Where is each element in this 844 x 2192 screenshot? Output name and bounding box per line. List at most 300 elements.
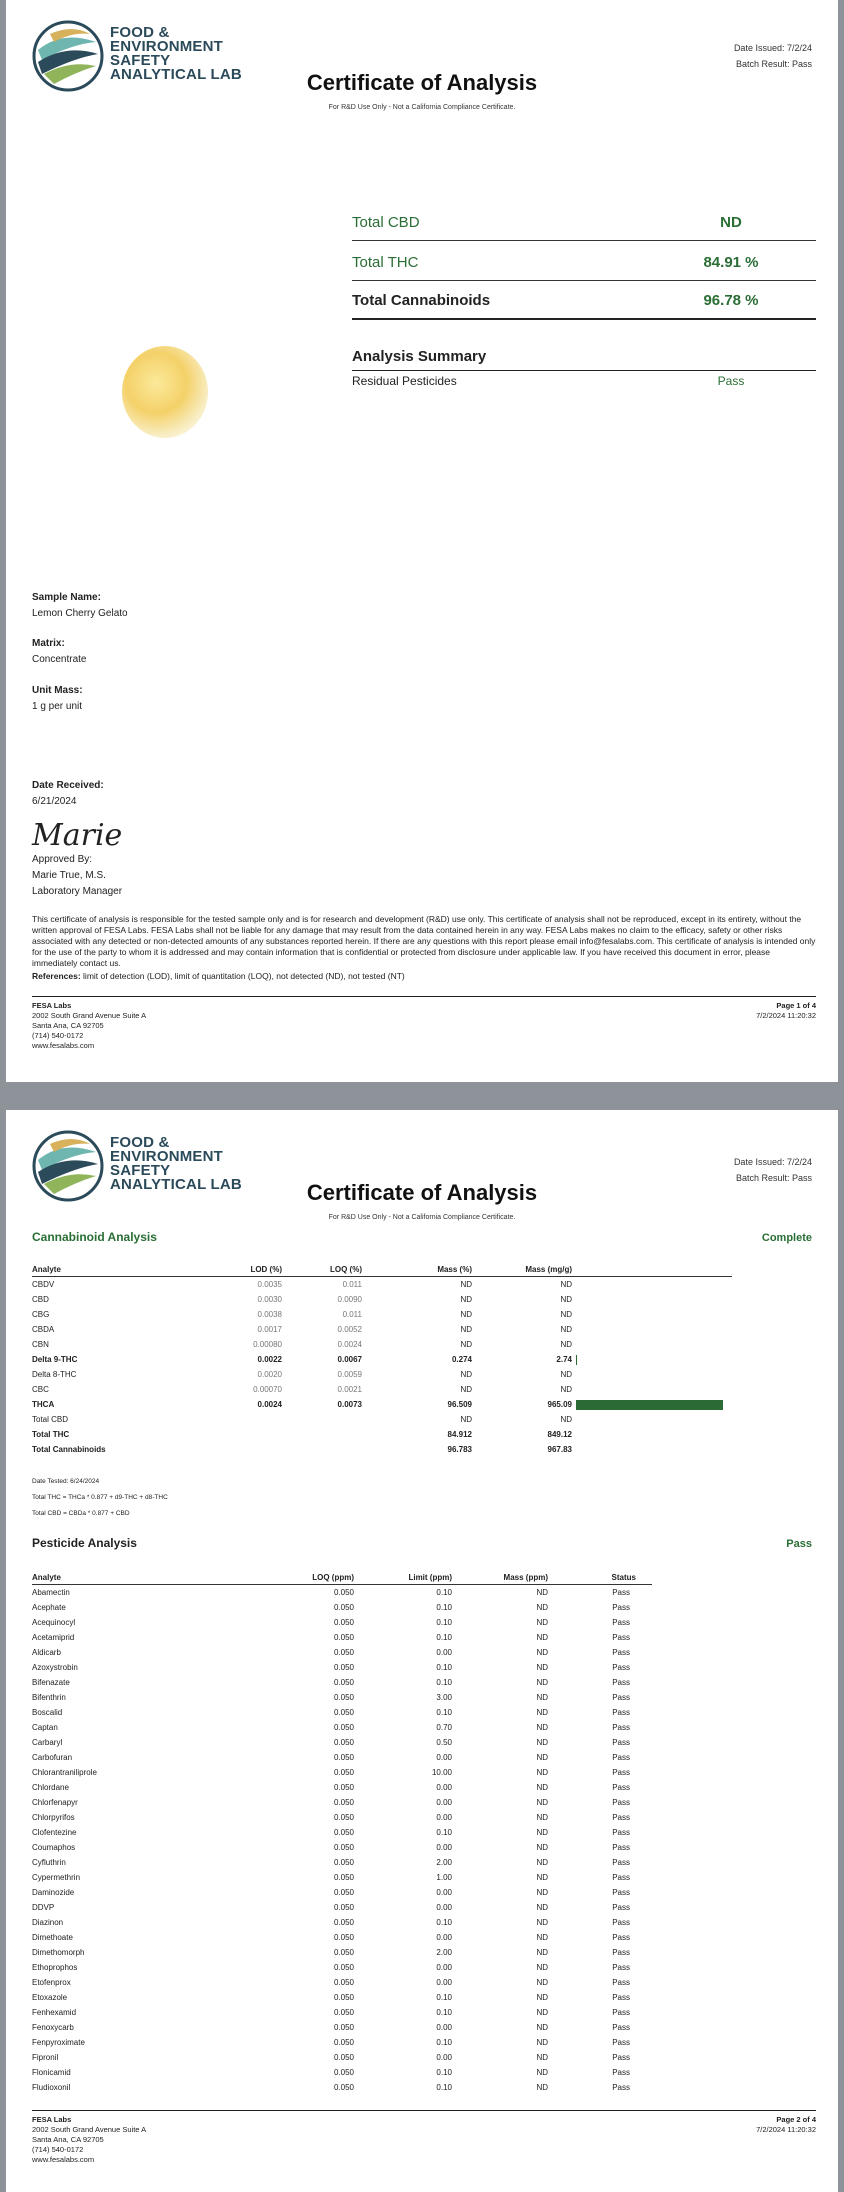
table-header-row — [32, 1262, 732, 1277]
table-row — [32, 1915, 652, 1930]
logo-line: ENVIRONMENT — [110, 1148, 224, 1165]
cell-mass: ND — [536, 1978, 548, 1987]
cell-lod: 0.0020 — [257, 1370, 282, 1379]
cell-loq: 0.050 — [333, 1918, 354, 1927]
cell-status: Pass — [612, 1693, 630, 1702]
summary-value: 84.91 % — [703, 254, 759, 271]
table-row — [32, 1412, 732, 1427]
cell-status: Pass — [612, 2083, 630, 2092]
column-header: Analyte — [32, 1570, 212, 1585]
cell-lod: 0.0038 — [257, 1310, 282, 1319]
cell-analyte: Chlorpyrifos — [32, 1813, 75, 1822]
cell-limit: 0.50 — [436, 1738, 452, 1747]
cell-mass: ND — [536, 1843, 548, 1852]
summary-label: Total Cannabinoids — [352, 292, 491, 309]
cell-a: THCA — [32, 1400, 55, 1409]
cell-limit: 0.00 — [436, 1963, 452, 1972]
cell-lod: 0.0024 — [257, 1400, 282, 1409]
cell-loq: 0.0073 — [337, 1400, 362, 1409]
cell-pct: ND — [460, 1415, 472, 1424]
column-header: Status — [548, 1570, 652, 1585]
table-row — [32, 1855, 652, 1870]
cell-status: Pass — [612, 2023, 630, 2032]
pesticide-table — [32, 1570, 652, 2095]
cell-status: Pass — [612, 1663, 630, 1672]
approver-name: Marie True, M.S. — [32, 870, 106, 881]
table-row — [32, 1720, 652, 1735]
cell-status: Pass — [612, 1948, 630, 1957]
cell-pct: 84.912 — [447, 1430, 472, 1439]
field-value: Concentrate — [32, 654, 87, 665]
cell-analyte: Abamectin — [32, 1588, 70, 1597]
cell-mass: ND — [536, 1708, 548, 1717]
cell-mass: ND — [536, 1783, 548, 1792]
cell-a: CBN — [32, 1340, 49, 1349]
cell-limit: 0.00 — [436, 1888, 452, 1897]
cell-limit: 0.10 — [436, 2038, 452, 2047]
divider — [352, 240, 816, 241]
cell-status: Pass — [612, 1933, 630, 1942]
cell-limit: 2.00 — [436, 1948, 452, 1957]
cell-limit: 0.10 — [436, 1603, 452, 1612]
references — [32, 971, 816, 982]
cell-a: Delta 9-THC — [32, 1355, 78, 1364]
cannabinoid-section-title: Cannabinoid Analysis — [32, 1230, 157, 1244]
page-number: Page 2 of 4 — [776, 2115, 816, 2124]
cell-mass: ND — [536, 1663, 548, 1672]
cell-mg: ND — [560, 1280, 572, 1289]
table-row — [32, 1645, 652, 1660]
date-tested-note: Date Tested: 6/24/2024 — [32, 1478, 100, 1485]
cannabinoid-table — [32, 1262, 732, 1457]
table-row — [32, 1900, 652, 1915]
document-subtitle: For R&D Use Only - Not a California Compliance Certificate. — [328, 1214, 516, 1221]
cell-loq: 0.0021 — [337, 1385, 362, 1394]
table-row — [32, 1600, 652, 1615]
table-row — [32, 1810, 652, 1825]
cell-limit: 0.00 — [436, 1843, 452, 1852]
approved-by-label: Approved By: — [32, 854, 93, 865]
cell-limit: 0.70 — [436, 1723, 452, 1732]
column-header: Mass (mg/g) — [472, 1262, 572, 1277]
cell-status: Pass — [612, 1618, 630, 1627]
cell-analyte: Aldicarb — [32, 1648, 61, 1657]
cell-limit: 0.10 — [436, 2068, 452, 2077]
cell-analyte: Acetamiprid — [32, 1633, 75, 1642]
summary-row-total-cbd — [352, 214, 816, 231]
date-received-field — [32, 778, 104, 810]
analysis-label: Residual Pesticides — [352, 374, 457, 388]
cell-loq: 0.050 — [333, 1618, 354, 1627]
cell-status: Pass — [612, 1633, 630, 1642]
field-value: Lemon Cherry Gelato — [32, 608, 128, 619]
issue-info — [734, 40, 812, 72]
table-row — [32, 1660, 652, 1675]
cell-analyte: Acequinocyl — [32, 1618, 76, 1627]
table-row — [32, 1795, 652, 1810]
cell-a: CBC — [32, 1385, 49, 1394]
cell-limit: 1.00 — [436, 1873, 452, 1882]
cell-analyte: Daminozide — [32, 1888, 75, 1897]
cell-loq: 0.050 — [333, 1858, 354, 1867]
cell-loq: 0.050 — [333, 1588, 354, 1597]
cell-lod: 0.00080 — [253, 1340, 282, 1349]
table-row — [32, 1885, 652, 1900]
cell-analyte: Cypermethrin — [32, 1873, 81, 1882]
cell-mass: ND — [536, 1858, 548, 1867]
cell-mass: ND — [536, 2053, 548, 2062]
cell-a: CBG — [32, 1310, 50, 1319]
cell-analyte: Dimethomorph — [32, 1948, 85, 1957]
cell-analyte: Boscalid — [32, 1708, 63, 1717]
cell-loq: 0.050 — [333, 2023, 354, 2032]
cell-status: Pass — [612, 1963, 630, 1972]
cell-limit: 0.10 — [436, 1828, 452, 1837]
cell-pct: ND — [460, 1295, 472, 1304]
cell-mass: ND — [536, 1963, 548, 1972]
cell-lod — [182, 1442, 282, 1457]
analysis-value: Pass — [717, 374, 745, 388]
cell-analyte: Clofentezine — [32, 1828, 77, 1837]
document-title: Certificate of Analysis — [306, 1180, 538, 1205]
cell-loq: 0.0024 — [337, 1340, 362, 1349]
table-row — [32, 1975, 652, 1990]
cell-loq: 0.050 — [333, 1828, 354, 1837]
cell-a: Total CBD — [32, 1415, 69, 1424]
column-header: LOQ (%) — [282, 1262, 362, 1277]
cell-mg: ND — [560, 1370, 572, 1379]
cell-mg: ND — [560, 1295, 572, 1304]
cell-a: Total THC — [32, 1430, 70, 1439]
cell-status: Pass — [612, 1708, 630, 1717]
cell-status: Pass — [612, 2038, 630, 2047]
cell-mass: ND — [536, 1993, 548, 2002]
cell-loq: 0.011 — [342, 1280, 362, 1289]
cell-bar — [572, 1292, 732, 1307]
column-header: Analyte — [32, 1262, 182, 1277]
document-title: Certificate of Analysis — [306, 70, 538, 95]
cell-mg: 849.12 — [547, 1430, 572, 1439]
cell-loq: 0.050 — [333, 1603, 354, 1612]
cell-loq: 0.050 — [333, 1813, 354, 1822]
footer-timestamp: 7/2/2024 11:20:32 — [756, 2125, 816, 2134]
cell-mass: ND — [536, 1618, 548, 1627]
cell-mass: ND — [536, 1933, 548, 1942]
field-value: 6/21/2024 — [32, 796, 77, 807]
cell-loq — [282, 1427, 362, 1442]
cell-lod: 0.0030 — [257, 1295, 282, 1304]
cell-mg: 965.09 — [547, 1400, 572, 1409]
cell-analyte: Acephate — [32, 1603, 66, 1612]
cell-analyte: Etofenprox — [32, 1978, 71, 1987]
table-row — [32, 1945, 652, 1960]
cell-limit: 0.10 — [436, 1918, 452, 1927]
cell-loq: 0.050 — [333, 2083, 354, 2092]
table-row — [32, 1382, 732, 1397]
cell-status: Pass — [612, 2008, 630, 2017]
cell-lod: 0.0022 — [257, 1355, 282, 1364]
cell-bar — [572, 1322, 732, 1337]
cell-bar — [572, 1427, 732, 1442]
cell-a: Total Cannabinoids — [32, 1445, 106, 1454]
cell-mass: ND — [536, 1903, 548, 1912]
cell-limit: 3.00 — [436, 1693, 452, 1702]
cell-loq: 0.050 — [333, 1783, 354, 1792]
cell-loq: 0.050 — [333, 2053, 354, 2062]
table-row — [32, 1397, 732, 1412]
cell-bar — [572, 1352, 732, 1367]
summary-label: Total CBD — [352, 214, 420, 231]
summary-row-total-thc — [352, 254, 816, 271]
cell-status: Pass — [612, 1918, 630, 1927]
cell-a: CBDA — [32, 1325, 55, 1334]
cell-a: Delta 8-THC — [32, 1370, 77, 1379]
cell-analyte: Diazinon — [32, 1918, 64, 1927]
cell-mass: ND — [536, 1738, 548, 1747]
cell-loq: 0.050 — [333, 1693, 354, 1702]
cell-limit: 0.00 — [436, 1753, 452, 1762]
table-row — [32, 1840, 652, 1855]
cell-limit: 0.00 — [436, 2053, 452, 2062]
cell-status: Pass — [612, 1753, 630, 1762]
cell-loq: 0.050 — [333, 1738, 354, 1747]
page-footer — [32, 2110, 816, 2165]
cell-status: Pass — [612, 1903, 630, 1912]
cell-analyte: Fipronil — [32, 2053, 59, 2062]
summary-value: 96.78 % — [703, 292, 759, 309]
footer-city: Santa Ana, CA 92705 — [32, 2135, 104, 2144]
unit-mass-field — [32, 683, 83, 715]
pesticide-status: Pass — [786, 1538, 812, 1550]
footer-company: FESA Labs — [32, 2115, 72, 2124]
cell-mass: ND — [536, 1588, 548, 1597]
cell-mass: ND — [536, 1768, 548, 1777]
cell-loq: 0.050 — [333, 1888, 354, 1897]
page-footer — [32, 996, 816, 1051]
cell-loq: 0.050 — [333, 1798, 354, 1807]
table-row — [32, 2020, 652, 2035]
summary-value: ND — [720, 214, 742, 231]
cell-status: Pass — [612, 1858, 630, 1867]
cell-loq: 0.050 — [333, 2008, 354, 2017]
cell-loq: 0.050 — [333, 2068, 354, 2077]
cell-status: Pass — [612, 1678, 630, 1687]
cell-analyte: Fenhexamid — [32, 2008, 77, 2017]
table-row — [32, 1277, 732, 1293]
cell-limit: 10.00 — [431, 1768, 452, 1777]
footer-web: www.fesalabs.com — [32, 2155, 95, 2164]
section-heading: Analysis Summary — [352, 348, 487, 365]
footer-page-info — [756, 1001, 816, 1021]
footer-page-info — [756, 2115, 816, 2135]
table-row — [32, 1825, 652, 1840]
cell-analyte: Etoxazole — [32, 1993, 68, 2002]
cell-mass: ND — [536, 1678, 548, 1687]
cell-pct: ND — [460, 1340, 472, 1349]
cell-analyte: Bifenthrin — [32, 1693, 66, 1702]
table-row — [32, 2005, 652, 2020]
cell-analyte: Ethoprophos — [32, 1963, 78, 1972]
table-row — [32, 1690, 652, 1705]
cell-status: Pass — [612, 1588, 630, 1597]
footer-address: 2002 South Grand Avenue Suite A — [32, 1011, 147, 1020]
cell-analyte: Carbaryl — [32, 1738, 63, 1747]
cell-limit: 2.00 — [436, 1858, 452, 1867]
divider — [352, 280, 816, 281]
cell-status: Pass — [612, 1798, 630, 1807]
logo-line: FOOD & — [110, 1134, 170, 1151]
table-row — [32, 1675, 652, 1690]
signature: Marie — [32, 818, 123, 853]
cell-loq: 0.050 — [333, 1723, 354, 1732]
table-row — [32, 1735, 652, 1750]
issue-info — [734, 1154, 812, 1186]
cell-status: Pass — [612, 1813, 630, 1822]
table-row — [32, 1442, 732, 1457]
cell-lod: 0.0035 — [257, 1280, 282, 1289]
cell-bar — [572, 1277, 732, 1293]
cell-lod: 0.00070 — [253, 1385, 282, 1394]
cell-a: CBDV — [32, 1280, 55, 1289]
cell-loq: 0.050 — [333, 1648, 354, 1657]
cell-bar — [572, 1382, 732, 1397]
matrix-field — [32, 636, 86, 668]
disclaimer — [32, 914, 816, 982]
table-row — [32, 2050, 652, 2065]
cell-limit: 0.00 — [436, 1903, 452, 1912]
date-issued: Date Issued: 7/2/24 — [733, 1157, 812, 1167]
cell-loq: 0.0059 — [337, 1370, 362, 1379]
cell-status: Pass — [612, 1888, 630, 1897]
field-value: 1 g per unit — [32, 701, 83, 712]
cell-mass: ND — [536, 1828, 548, 1837]
cell-status: Pass — [612, 2053, 630, 2062]
cell-loq — [282, 1412, 362, 1427]
footer-timestamp: 7/2/2024 11:20:32 — [756, 1011, 816, 1020]
mass-bar — [576, 1355, 577, 1365]
total-thc-formula: Total THC = THCa * 0.877 + d9-THC + d8-THC — [32, 1494, 168, 1501]
table-row — [32, 1630, 652, 1645]
table-row — [32, 2065, 652, 2080]
table-row — [32, 1765, 652, 1780]
pesticide-section-title: Pesticide Analysis — [32, 1536, 137, 1550]
cell-bar — [572, 1367, 732, 1382]
cell-limit: 0.10 — [436, 1663, 452, 1672]
coa-page-2 — [6, 1110, 838, 2192]
table-row — [32, 1367, 732, 1382]
cell-limit: 0.10 — [436, 1618, 452, 1627]
product-image — [122, 346, 208, 438]
references-label: References: — [32, 971, 81, 981]
cannabinoid-status: Complete — [761, 1232, 812, 1244]
logo-line: ENVIRONMENT — [110, 38, 224, 55]
cell-status: Pass — [612, 2068, 630, 2077]
cell-mass: ND — [536, 1648, 548, 1657]
table-row — [32, 1292, 732, 1307]
cell-loq: 0.050 — [333, 1873, 354, 1882]
logo-line: ANALYTICAL LAB — [110, 1176, 242, 1193]
column-header: Mass (ppm) — [452, 1570, 548, 1585]
cell-pct: 0.274 — [451, 1355, 472, 1364]
table-row — [32, 1750, 652, 1765]
cell-pct: ND — [460, 1385, 472, 1394]
cell-loq: 0.050 — [333, 1843, 354, 1852]
cell-mass: ND — [536, 1753, 548, 1762]
analysis-row-residual-pesticides — [352, 374, 816, 388]
cell-mass: ND — [536, 1873, 548, 1882]
logo-line: ANALYTICAL LAB — [110, 66, 242, 83]
document-subtitle: For R&D Use Only - Not a California Compliance Certificate. — [328, 104, 516, 111]
cell-limit: 0.00 — [436, 1813, 452, 1822]
table-row — [32, 1960, 652, 1975]
footer-web: www.fesalabs.com — [32, 1041, 95, 1050]
cell-analyte: Coumaphos — [32, 1843, 76, 1852]
cell-status: Pass — [612, 1723, 630, 1732]
cell-loq: 0.011 — [342, 1310, 362, 1319]
cell-analyte: Bifenazate — [32, 1678, 70, 1687]
cell-loq: 0.0052 — [337, 1325, 362, 1334]
cell-loq: 0.050 — [333, 1978, 354, 1987]
column-header: Mass (%) — [362, 1262, 472, 1277]
cell-status: Pass — [612, 1783, 630, 1792]
cell-limit: 0.10 — [436, 1588, 452, 1597]
cell-status: Pass — [612, 1843, 630, 1852]
cell-analyte: DDVP — [32, 1903, 55, 1912]
cell-analyte: Captan — [32, 1723, 58, 1732]
cell-mg: ND — [560, 1340, 572, 1349]
cell-mg: ND — [560, 1325, 572, 1334]
mass-bar — [576, 1400, 723, 1410]
total-cbd-formula: Total CBD = CBDa * 0.877 + CBD — [32, 1510, 130, 1517]
table-header-row — [32, 1570, 652, 1585]
table-row — [32, 1930, 652, 1945]
cell-bar — [572, 1397, 732, 1412]
cell-status: Pass — [612, 1603, 630, 1612]
references-text: limit of detection (LOD), limit of quantitation (LOQ), not detected (ND), not tested (NT) — [83, 971, 405, 981]
cell-pct: ND — [460, 1325, 472, 1334]
date-issued: Date Issued: 7/2/24 — [733, 43, 812, 53]
cell-mass: ND — [536, 2008, 548, 2017]
cell-status: Pass — [612, 1993, 630, 2002]
cell-pct: ND — [460, 1370, 472, 1379]
cell-mass: ND — [536, 2023, 548, 2032]
cell-mg: 967.83 — [547, 1445, 572, 1454]
logo-line: SAFETY — [110, 1162, 171, 1179]
cell-loq: 0.050 — [333, 1993, 354, 2002]
footer-phone: (714) 540-0172 — [32, 1031, 84, 1040]
cell-pct: 96.509 — [447, 1400, 472, 1409]
cell-limit: 0.10 — [436, 1708, 452, 1717]
summary-label: Total THC — [352, 254, 419, 271]
cell-loq: 0.050 — [333, 2038, 354, 2047]
divider — [352, 318, 816, 320]
cell-mass: ND — [536, 1723, 548, 1732]
cell-limit: 0.00 — [436, 1933, 452, 1942]
approval-block — [32, 852, 122, 900]
cell-bar — [572, 1442, 732, 1457]
batch-result: Batch Result: Pass — [735, 1173, 812, 1183]
cell-loq: 0.050 — [333, 1933, 354, 1942]
cell-status: Pass — [612, 1648, 630, 1657]
cell-mass: ND — [536, 2038, 548, 2047]
column-header-bar — [572, 1262, 732, 1277]
cell-limit: 0.00 — [436, 1783, 452, 1792]
cell-analyte: Azoxystrobin — [32, 1663, 78, 1672]
table-row — [32, 1870, 652, 1885]
table-row — [32, 1585, 652, 1601]
footer-company: FESA Labs — [32, 1001, 72, 1010]
cell-loq: 0.050 — [333, 1753, 354, 1762]
